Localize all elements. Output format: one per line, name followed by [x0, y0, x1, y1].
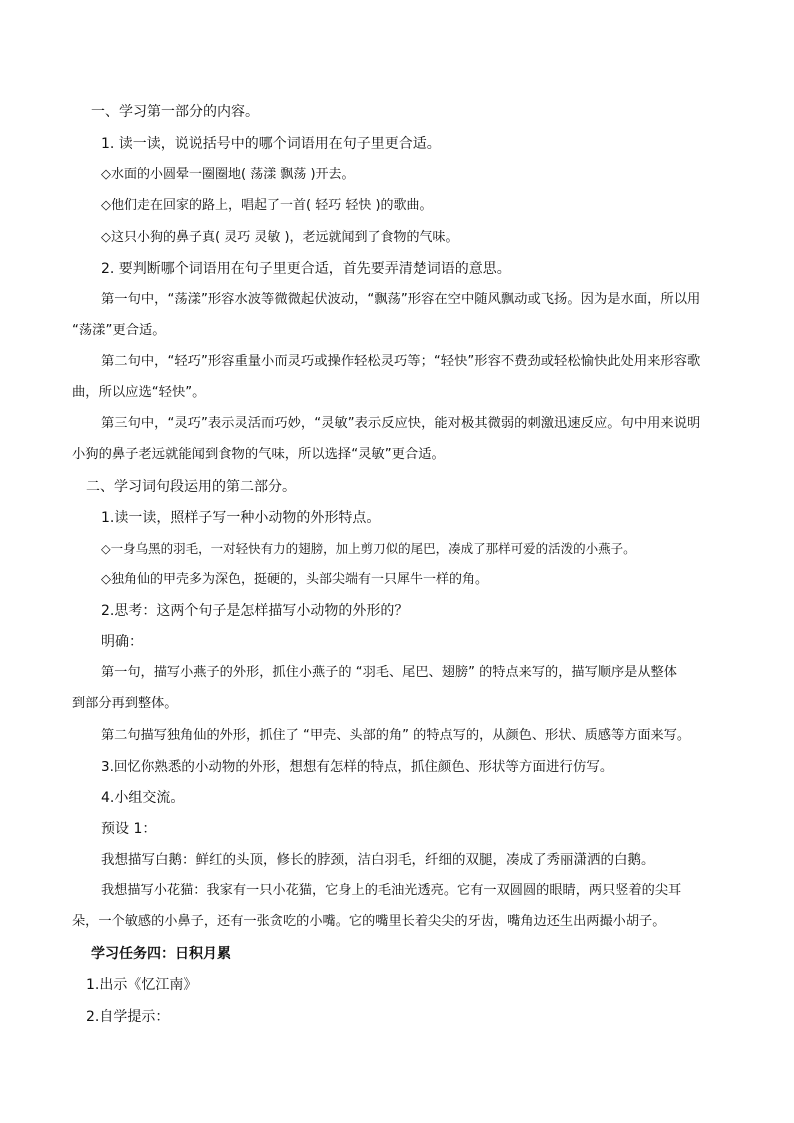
clarify-line-2: 第二句描写独角仙的外形，抓住了 “甲壳、头部的角” 的特点写的，从颜色、形状、质感等方面来写。 [101, 728, 691, 743]
preset-cat-line-2: 朵，一个敏感的小鼻子，还有一张贪吃的小嘴。它的嘴里长着尖尖的牙齿，嘴角边还生出两撮小胡子。 [72, 914, 666, 929]
task-four-heading: 学习任务四：日积月累 [91, 946, 231, 962]
preset-goose: 我想描写白鹅：鲜红的头顶，修长的脖颈，洁白羽毛，纤细的双腿，凑成了秀丽潇洒的白鹅。 [101, 852, 655, 868]
analysis-line-1: 第一句中，“荡漾”形容水波等微微起伏波动，“飘荡”形容在空中随风飘动或飞扬。因为是水面，所以用 [101, 292, 701, 307]
example-swallow: ◇一身乌黑的羽毛，一对轻快有力的翅膀，加上剪刀似的尾巴，凑成了那样可爱的活泼的小燕子。 [101, 541, 636, 556]
task-think: 2.思考：这两个句子是怎样描写小动物的外形的？ [101, 603, 409, 619]
preset-label: 预设 1： [101, 821, 157, 837]
question-two: 2. 要判断哪个词语用在句子里更合适，首先要弄清楚词语的意思。 [101, 261, 511, 277]
analysis-line-3-cont: 小狗的鼻子老远就能闻到食物的气味，所以选择“灵敏”更合适。 [72, 447, 445, 462]
analysis-line-1-cont: “荡漾”更合适。 [72, 323, 166, 338]
task-group: 4.小组交流。 [101, 790, 185, 806]
section-heading-two: 二、学习词句段运用的第二部分。 [86, 479, 296, 495]
clarify-line-1: 第一句，描写小燕子的外形，抓住小燕子的 “羽毛、尾巴、翅膀” 的特点来写的，描写顺序是从整体 [101, 665, 677, 680]
task-read: 1.读一读，照样子写一种小动物的外形特点。 [101, 510, 381, 526]
clarify-label: 明确： [101, 634, 143, 650]
analysis-line-3: 第三句中，“灵巧”表示灵活而巧妙，“灵敏”表示反应快，能对极其微弱的刺激迅速反应。句中用来说明 [101, 416, 701, 431]
task-show-poem: 1.出示《忆江南》 [86, 977, 198, 993]
preset-cat-line-1: 我想描写小花猫：我家有一只小花猫，它身上的毛油光透亮。它有一双圆圆的眼睛，两只竖着的尖耳 [101, 883, 682, 898]
analysis-line-2-cont: 曲，所以应选“轻快”。 [72, 385, 206, 400]
sentence-option-1: ◇水面的小圆晕一圈圈地( 荡漾 飘荡 )开去。 [101, 167, 355, 182]
task-recall: 3.回忆你熟悉的小动物的外形，想想有怎样的特点，抓住颜色、形状等方面进行仿写。 [101, 759, 614, 775]
task-self-study: 2.自学提示： [86, 1009, 170, 1025]
section-heading-one: 一、学习第一部分的内容。 [91, 104, 259, 120]
question-one: 1. 读一读，说说括号中的哪个词语用在句子里更合适。 [101, 136, 441, 152]
analysis-line-2: 第二句中，“轻巧”形容重量小而灵巧或操作轻松灵巧等；“轻快”形容不费劲或轻松愉快此处用来形容歌 [101, 354, 701, 369]
clarify-line-1-cont: 到部分再到整体。 [72, 696, 178, 711]
sentence-option-3: ◇这只小狗的鼻子真( 灵巧 灵敏 )，老远就闻到了食物的气味。 [101, 230, 459, 245]
example-beetle: ◇独角仙的甲壳多为深色，挺硬的，头部尖端有一只犀牛一样的角。 [101, 572, 488, 587]
sentence-option-2: ◇他们走在回家的路上，唱起了一首( 轻巧 轻快 )的歌曲。 [101, 198, 433, 213]
